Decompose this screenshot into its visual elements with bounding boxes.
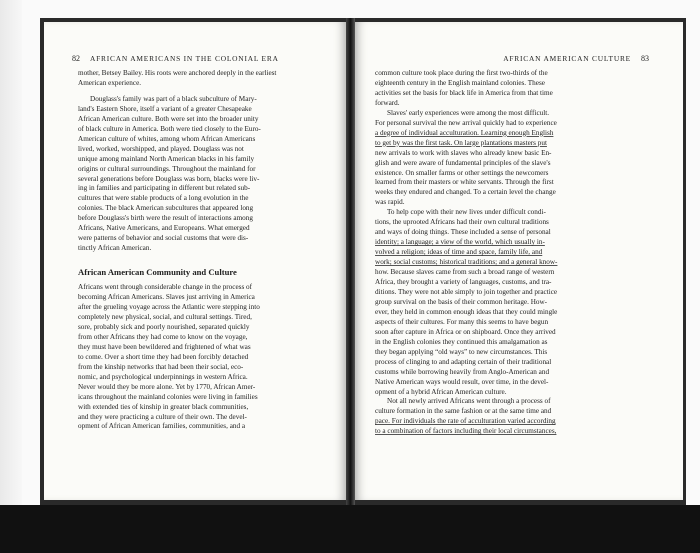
text-line: lived, worked, worshipped, and played. Douglass was not (78, 144, 244, 153)
text-line: American experience. (78, 78, 142, 87)
text-line: opment of a hybrid African American culture. (375, 387, 507, 396)
text-line: Slaves' early experiences were among the most difficult. (387, 108, 550, 117)
text-line: group survival on the basis of their common heritage. How- (375, 297, 548, 306)
text-line: Never would they be more alone. Yet by 1770, African Amer- (78, 382, 256, 391)
right-running-title: AFRICAN AMERICAN CULTURE (503, 54, 631, 63)
text-line: ditions. They were not able simply to join together and practice (375, 287, 558, 296)
text-line: tions, the uprooted Africans had their own cultural traditions (375, 218, 549, 227)
text-line: American culture of whites, among whom African Americans (78, 134, 256, 143)
text-line: Africans went through considerable change in the process of (78, 283, 253, 292)
text-line: activities set the basis for black life in America from that time (375, 88, 553, 97)
text-line-underlined: pace. For individuals the rate of acculturation varied according (375, 417, 556, 426)
text-line: and they were practicing a culture of their own. The devel- (78, 412, 247, 421)
right-body-text (375, 69, 661, 437)
table-surface (0, 0, 22, 553)
text-line: before Douglass's birth were the result of interactions among (78, 214, 253, 223)
text-line: common culture took place during the first two-thirds of the (375, 69, 548, 77)
text-line: unique among mainland North American blacks in his family (78, 154, 255, 163)
text-line: customs while borrowing heavily from Anglo-American and (375, 367, 550, 376)
text-line: and ways of doing things. These included a sense of personal (375, 228, 551, 237)
text-line: weeks they endured and changed. To a certain level the change (375, 188, 556, 197)
text-line: glish and were aware of fundamental principles of the slave's (375, 158, 551, 167)
text-line: icans throughout the mainland colonies were living in families (78, 392, 258, 401)
text-line: aspects of their cultures. For many this seems to have begun (375, 317, 549, 326)
text-line: to come. Over a short time they had been forcibly detached (78, 352, 249, 361)
text-line-underlined: to a combination of factors including their local circumstances, (375, 427, 557, 436)
text-line: Africa, they brought a variety of languages, customs, and tra- (375, 278, 552, 287)
text-line: To help cope with their new lives under difficult condi- (387, 208, 546, 217)
right-page-number: 83 (641, 54, 649, 63)
text-line: existence. On smaller farms or other settings the newcomers (375, 168, 549, 177)
text-line: several generations before Douglass was born, blacks were liv- (78, 174, 260, 183)
text-line: becoming African Americans. Slaves just arriving in America (78, 293, 255, 302)
text-line: nomic, and psychological underpinnings in western Africa. (78, 372, 248, 381)
text-line: Not all newly arrived Africans went through a process of (387, 397, 551, 406)
text-line-underlined: work; social customs; historical traditions; and a general know- (375, 258, 558, 267)
right-running-head (503, 54, 649, 63)
dark-foreground (0, 505, 700, 553)
text-line: forward. (375, 98, 400, 107)
left-body-text (78, 69, 332, 432)
text-line: completely new physical, social, and cultural settings. Tired, (78, 312, 252, 321)
text-line: ever, they held in common enough ideas that they could mingle (375, 307, 558, 316)
text-line: tinctly African American. (78, 244, 152, 253)
text-line: ing in families and participating in different but related sub- (78, 184, 251, 193)
text-line: soon after capture in Africa or on shipboard. Once they arrived (375, 327, 556, 336)
text-line: they must have been bewildered and frightened of what was (78, 342, 251, 351)
text-line: new arrivals to work with slaves who already knew basic En- (375, 148, 552, 157)
text-line: after the grueling voyage across the Atlantic were stepping into (78, 303, 260, 312)
text-line: African American culture. Both were set into the broader unity (78, 114, 259, 123)
text-line: sore, probably sick and poorly nourished, separated quickly (78, 322, 250, 331)
text-line: from other Africans they had come to know on the voyage, (78, 332, 248, 341)
text-line: they began applying “old ways” to new circumstances. This (375, 347, 548, 356)
text-line: eighteenth century in the English mainland colonies. These (375, 78, 545, 87)
text-line: were patterns of behavior and social customs that were dis- (78, 234, 249, 243)
book-spine (346, 18, 355, 518)
text-line: was rapid. (375, 198, 405, 207)
text-line: Douglass's family was part of a black subculture of Mary- (90, 94, 257, 103)
left-page (44, 22, 346, 500)
section-heading: African American Community and Culture (78, 267, 237, 278)
text-line-underlined: volved a religion; ideas of time and space, family life, and (375, 248, 543, 257)
text-line: with extended ties of kinship in greater black communities, (78, 402, 249, 411)
left-running-title: AFRICAN AMERICANS IN THE COLONIAL ERA (90, 54, 279, 63)
left-running-head (72, 54, 279, 63)
text-line: Native American ways would result, over time, in the devel- (375, 377, 549, 386)
text-line: process of clinging to and adapting certain of their traditional (375, 357, 552, 366)
text-line: land's Eastern Shore, itself a variant of a greater Chesapeake (78, 104, 252, 113)
text-line: of black culture in America. Both were tied closely to the Euro- (78, 124, 261, 133)
text-line: colonies. The black American subcultures that appeared long (78, 204, 254, 213)
text-line: mother, Betsey Bailey. His roots were anchored deeply in the earliest (78, 69, 277, 77)
text-line-underlined: to get by was the first task. On large plantations masters put (375, 138, 547, 147)
text-line: in the English colonies they continued this amalgamation as (375, 337, 548, 346)
text-line: cultures that were stable products of a long evolution in the (78, 194, 249, 203)
text-line: from the kinship networks that had been their social, eco- (78, 362, 244, 371)
text-line-underlined: identity; a language; a view of the world, which usually in- (375, 238, 545, 247)
text-line: learned from their masters or white servants. Through the first (375, 178, 554, 187)
text-line: origins or cultural surroundings. Throughout the mainland for (78, 164, 256, 173)
text-line-underlined: a degree of individual acculturation. Learning enough English (375, 128, 554, 137)
text-line: Africans, Native Americans, and Europeans. What emerged (78, 224, 250, 233)
text-line: culture formation in the same fashion or at the same time and (375, 407, 552, 416)
left-page-number: 82 (72, 54, 80, 63)
text-line: opment of African American families, communities, and a (78, 422, 246, 431)
right-page (355, 22, 683, 500)
text-line: For personal survival the new arrival quickly had to experience (375, 118, 557, 127)
text-line: how. Because slaves came from such a broad range of western (375, 268, 555, 277)
